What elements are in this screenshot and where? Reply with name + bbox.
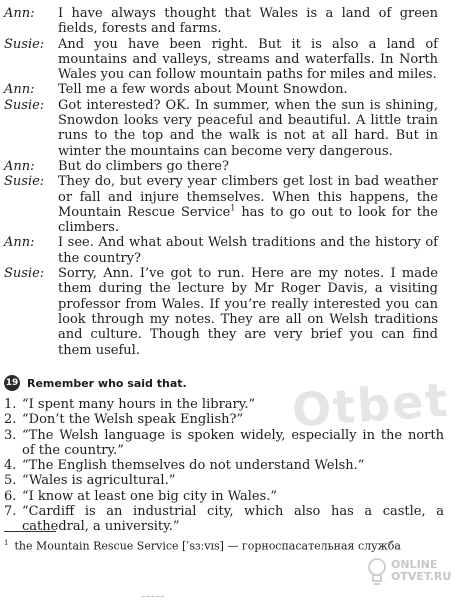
dialogue-turn	[0, 174, 457, 235]
watermark-logo-text	[391, 559, 451, 583]
item-number: 5.	[4, 473, 17, 489]
watermark-logo-line: ONLINE	[391, 558, 438, 571]
item-text: “The Welsh language is spoken widely, especially in the north of the country.”	[22, 427, 444, 458]
list-item	[4, 473, 444, 488]
list-item	[4, 397, 444, 412]
item-number: 7.	[4, 504, 17, 520]
speech-text: I see. And what about Welsh traditions and the history of the country?	[58, 235, 438, 266]
dialogue-turn	[0, 235, 457, 266]
list-item	[4, 504, 444, 535]
item-text: “Cardiff is an industrial city, which also has a castle, a cathedral, a university.”	[22, 504, 444, 535]
speech-text: Sorry, Ann. I’ve got to run. Here are my notes. I made them during the lecture by Mr Roger Davis, a visiting professor from Wales. If you’re really interested you can look through my notes. They are all on Welsh traditions and culture. Though they are very brief you can find them useful.	[58, 266, 438, 358]
watermark-logo	[366, 556, 451, 586]
watermark-logo-line: OTVET.RU	[391, 570, 452, 583]
dialogue-turn	[0, 37, 457, 83]
footnote-divider	[4, 531, 56, 532]
list-item	[4, 458, 444, 473]
speech-text: But do climbers go there?	[58, 158, 229, 174]
dialogue	[0, 6, 457, 358]
dialogue-turn	[0, 159, 457, 174]
footnote-reference[interactable]: 1	[230, 203, 236, 213]
dialogue-turn	[0, 98, 457, 159]
speech-text: I have always thought that Wales is a land of green fields, forests and farms.	[58, 6, 438, 37]
speaker-name: Ann:	[4, 235, 35, 251]
lightbulb-icon	[366, 556, 388, 586]
item-text: “The English themselves do not understand Welsh.”	[22, 458, 365, 474]
item-text: “I know at least one big city in Wales.”	[22, 488, 278, 504]
exercise-number-badge: 19	[4, 375, 20, 391]
page-bottom-mark	[142, 596, 164, 597]
dialogue-turn	[0, 82, 457, 97]
list-item	[4, 489, 444, 504]
speech-text: Got interested? OK. In summer, when the sun is shining, Snowdon looks very peaceful and beautiful. A little train runs to the top and the walk is not at all hard. But in winter the mountains can become very dangerous.	[58, 97, 438, 159]
speaker-name: Ann:	[4, 6, 35, 21]
item-text: “Wales is agricultural.”	[22, 473, 176, 489]
speech-text-part: They do, but every year climbers get lost in bad weather or fall and injure themselves. When this happens, the Mountain Rescue Service	[58, 174, 438, 220]
speaker-name: Susie:	[4, 266, 45, 282]
dialogue-turn	[0, 266, 457, 358]
item-text: “I spent many hours in the library.”	[22, 397, 256, 412]
footnote-mark: 1	[4, 539, 9, 547]
list-item	[4, 428, 444, 459]
watermark-text: Otbet	[290, 372, 451, 438]
exercise-header	[4, 375, 187, 391]
item-number: 3.	[4, 427, 17, 443]
item-number: 1.	[4, 397, 17, 412]
footnote-text: the Mountain Rescue Service [ˈsɜːvɪs] — горноспасательная служба	[14, 539, 401, 553]
speaker-name: Susie:	[4, 97, 45, 113]
speaker-name: Susie:	[4, 174, 45, 190]
speaker-name: Ann:	[4, 82, 35, 98]
item-number: 6.	[4, 488, 17, 504]
dialogue-turn	[0, 6, 457, 37]
footnote	[4, 537, 401, 553]
item-number: 2.	[4, 412, 17, 428]
speaker-name: Ann:	[4, 158, 35, 174]
exercise-items	[4, 397, 444, 535]
item-text: “Don’t the Welsh speak English?”	[22, 412, 244, 428]
item-number: 4.	[4, 458, 17, 474]
speech-text-part: has to go out to look for the climbers.	[58, 204, 438, 236]
speech-text: Tell me a few words about Mount Snowdon.	[58, 82, 348, 98]
list-item	[4, 412, 444, 427]
speech-text: And you have been right. But it is also a land of mountains and valleys, streams and waterfalls. In North Wales you can follow mountain paths for miles and miles.	[58, 36, 438, 83]
speech-text	[58, 174, 438, 235]
exercise-title: Remember who said that.	[27, 376, 187, 390]
speaker-name: Susie:	[4, 36, 45, 52]
